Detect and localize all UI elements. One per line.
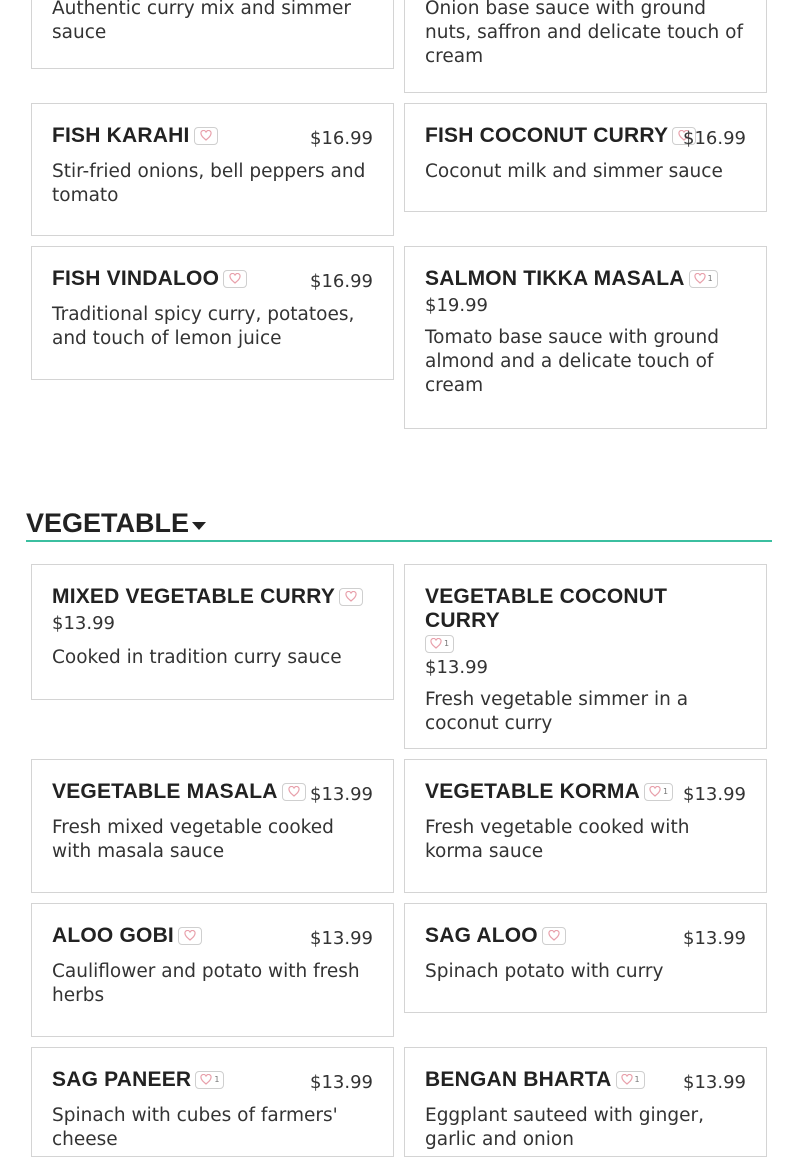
- menu-item-card[interactable]: [31, 0, 394, 69]
- heart-icon: [694, 273, 706, 284]
- item-name: MIXED VEGETABLE CURRY: [52, 585, 336, 608]
- heart-icon: [184, 930, 196, 941]
- item-description: Spinach potato with curry: [425, 961, 664, 982]
- menu-item-card[interactable]: [404, 103, 767, 212]
- item-price: $13.99: [52, 613, 115, 634]
- favorite-button[interactable]: [644, 783, 673, 801]
- item-description: Onion base sauce with ground nuts, saffron and delicate touch of cream: [425, 0, 743, 67]
- menu-item-card[interactable]: [404, 1047, 767, 1157]
- item-description: Stir-fried onions, bell peppers and tomato: [52, 161, 366, 206]
- item-price: $13.99: [683, 784, 746, 805]
- menu-item-card[interactable]: [404, 246, 767, 429]
- favorite-button[interactable]: [339, 588, 363, 606]
- item-price: $13.99: [425, 656, 488, 678]
- menu-item-card[interactable]: [404, 903, 767, 1013]
- heart-icon: [229, 273, 241, 284]
- item-name: FISH VINDALOO: [52, 267, 220, 290]
- favorite-button[interactable]: [689, 270, 718, 288]
- item-description: Eggplant sauteed with ginger, garlic and onion: [425, 1105, 704, 1150]
- heart-icon: [200, 130, 212, 141]
- menu-item-card[interactable]: [31, 246, 394, 380]
- favorite-button[interactable]: [194, 127, 218, 145]
- heart-icon: [430, 638, 442, 649]
- item-name: ALOO GOBI: [52, 924, 174, 947]
- item-description: Cauliflower and potato with fresh herbs: [52, 961, 360, 1006]
- heart-icon: [649, 786, 661, 797]
- heart-icon: [200, 1074, 212, 1085]
- item-price: $13.99: [310, 928, 373, 949]
- item-price: $13.99: [310, 784, 373, 805]
- menu-item-card[interactable]: [31, 903, 394, 1037]
- favorite-button[interactable]: [542, 927, 566, 945]
- menu-item-card[interactable]: [404, 759, 767, 893]
- item-price: $13.99: [683, 928, 746, 949]
- favorite-button[interactable]: [195, 1071, 224, 1089]
- favorite-button[interactable]: [223, 270, 247, 288]
- item-description: Authentic curry mix and simmer sauce: [52, 0, 352, 43]
- menu-item-card[interactable]: [31, 103, 394, 236]
- item-price: $16.99: [310, 271, 373, 292]
- item-description: Tomato base sauce with ground almond and a delicate touch of cream: [425, 327, 719, 396]
- item-price: $13.99: [683, 1072, 746, 1093]
- like-count: 1: [214, 1074, 220, 1084]
- caret-down-icon: [192, 522, 206, 531]
- like-count: 1: [662, 786, 669, 796]
- item-price: $13.99: [310, 1072, 373, 1093]
- item-name: SAG ALOO: [425, 924, 538, 947]
- menu-item-card[interactable]: [31, 1047, 394, 1157]
- item-description: Fresh mixed vegetable cooked with masala sauce: [52, 817, 334, 862]
- item-name: SALMON TIKKA MASALA: [425, 267, 685, 290]
- item-price: $16.99: [310, 128, 373, 149]
- heart-icon: [621, 1074, 633, 1085]
- section-header-vegetable[interactable]: [26, 508, 772, 542]
- favorite-button[interactable]: [178, 927, 202, 945]
- menu-item-card[interactable]: [404, 0, 767, 93]
- item-description: Spinach with cubes of farmers' cheese: [52, 1105, 338, 1150]
- item-name: VEGETABLE KORMA: [425, 780, 640, 803]
- favorite-button[interactable]: [425, 635, 454, 653]
- heart-icon: [345, 591, 357, 602]
- like-count: 1: [707, 273, 713, 283]
- item-description: Fresh vegetable cooked with korma sauce: [425, 817, 690, 862]
- menu-item-card[interactable]: [31, 564, 394, 700]
- like-count: 1: [444, 638, 450, 648]
- item-name: FISH KARAHI: [52, 124, 190, 147]
- heart-icon: [548, 930, 560, 941]
- menu-item-card[interactable]: [404, 564, 767, 749]
- section-title: VEGETABLE: [26, 508, 190, 538]
- like-count: 1: [634, 1074, 640, 1084]
- item-description: Coconut milk and simmer sauce: [425, 161, 723, 182]
- item-name: VEGETABLE MASALA: [52, 780, 278, 803]
- item-name: FISH COCONUT CURRY: [425, 124, 669, 147]
- item-name: VEGETABLE COCONUT CURRY: [425, 585, 668, 632]
- favorite-button[interactable]: [282, 783, 306, 801]
- item-description: Fresh vegetable simmer in a coconut curry: [425, 688, 689, 734]
- item-price: $19.99: [425, 295, 488, 316]
- item-name: BENGAN BHARTA: [425, 1068, 612, 1091]
- item-price: $16.99: [683, 128, 746, 149]
- favorite-button[interactable]: [616, 1071, 645, 1089]
- item-description: Cooked in tradition curry sauce: [52, 647, 342, 668]
- menu-item-card[interactable]: [31, 759, 394, 893]
- item-description: Traditional spicy curry, potatoes, and touch of lemon juice: [52, 304, 355, 349]
- item-name: SAG PANEER: [52, 1068, 192, 1091]
- heart-icon: [288, 786, 300, 797]
